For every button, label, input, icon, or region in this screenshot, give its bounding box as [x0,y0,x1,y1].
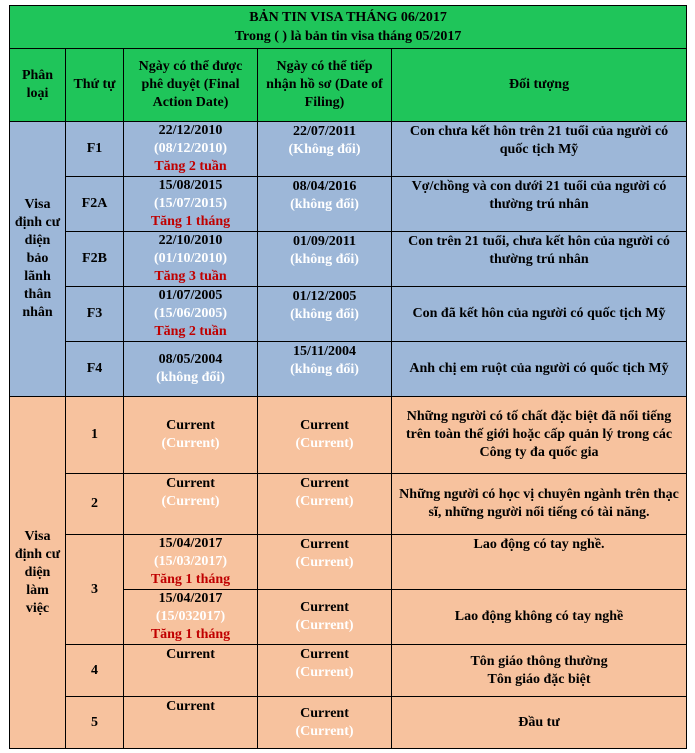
rank-cell: 1 [66,397,124,474]
header-final-action-date: Ngày có thể được phê duyệt (Final Action Date) [124,49,258,122]
final-action-date: 15/04/2017 [158,591,223,606]
previous-filing-date: (Current) [295,436,354,451]
final-action-date: 22/10/2010 [158,233,223,248]
bulletin-subtitle: Trong ( ) là bản tin visa tháng 05/2017 [234,29,462,44]
family-category: Visa định cư diện bảo lãnh thân nhân [10,122,66,397]
previous-filing-date: (Current) [295,618,354,633]
final-action-cell [124,342,258,397]
change-note: Tăng 1 tháng [150,572,231,587]
table-row [10,232,687,287]
final-action-date: 08/05/2004 [158,352,223,367]
previous-final-action-date: (15/032017) [155,609,226,624]
change-note: Tăng 3 tuần [154,269,227,284]
previous-filing-date: (không đổi) [290,362,359,377]
filing-cell [258,590,392,645]
rank-cell: 4 [66,645,124,697]
header-date-of-filing: Ngày có thể tiếp nhận hồ sơ (Date of Filing) [258,49,392,122]
title-row [10,6,687,49]
table-row [10,177,687,232]
previous-final-action-date: (Current) [161,436,220,451]
filing-cell [258,122,392,177]
filing-cell [258,397,392,474]
final-action-cell [124,232,258,287]
final-action-cell [124,474,258,535]
visa-bulletin-table [9,5,687,749]
final-action-cell [124,287,258,342]
change-note: Tăng 2 tuần [154,324,227,339]
filing-cell [258,342,392,397]
previous-filing-date: (Current) [295,665,354,680]
final-action-cell [124,535,258,590]
filing-cell [258,232,392,287]
filing-date: Current [300,476,349,491]
change-note: Tăng 2 tuần [154,159,227,174]
previous-filing-date: (không đổi) [290,252,359,267]
subject-line: Tôn giáo thông thường [470,653,608,669]
rank-cell: F2B [66,232,124,287]
title-cell [10,6,687,49]
rank-cell: F2A [66,177,124,232]
subject-cell: Con chưa kết hôn trên 21 tuổi của người có quốc tịch Mỹ [392,122,687,177]
change-note: Tăng 1 tháng [150,627,231,642]
final-action-date: Current [166,418,215,433]
filing-date: 08/04/2016 [292,179,357,194]
filing-cell [258,697,392,749]
previous-filing-date: (Current) [295,494,354,509]
filing-date: 22/07/2011 [292,124,356,139]
final-action-date: Current [166,647,215,662]
rank-cell: F3 [66,287,124,342]
previous-filing-date: (không đổi) [290,197,359,212]
previous-final-action-date: (15/03/2017) [153,554,228,569]
header-row [10,49,687,122]
final-action-date: Current [166,476,215,491]
subject-cell: Vợ/chồng và con dưới 21 tuổi của người có thường trú nhân [392,177,687,232]
filing-date: Current [300,600,349,615]
previous-final-action-date: (08/12/2010) [153,141,228,156]
filing-date: Current [300,418,349,433]
final-action-cell [124,645,258,697]
subject-cell [392,645,687,697]
final-action-date: 22/12/2010 [158,123,223,138]
subject-cell: Đầu tư [392,697,687,749]
subject-cell: Lao động không có tay nghề [392,590,687,645]
final-action-date: 15/08/2015 [158,178,223,193]
subject-cell: Những người có học vị chuyên ngành trên thạc sĩ, những người nổi tiếng có tài năng. [392,474,687,535]
table-row [10,535,687,590]
table-row [10,645,687,697]
filing-cell [258,287,392,342]
subject-cell: Anh chị em ruột của người có quốc tịch Mỹ [392,342,687,397]
final-action-cell [124,177,258,232]
employment-category: Visa định cư diện làm việc [10,397,66,749]
filing-date: Current [300,537,349,552]
previous-final-action-date: (Current) [161,494,220,509]
subject-cell: Con trên 21 tuổi, chưa kết hôn của người có thường trú nhân [392,232,687,287]
previous-filing-date: (Không đổi) [288,142,361,157]
filing-cell [258,645,392,697]
rank-cell: 5 [66,697,124,749]
final-action-date: 01/07/2005 [158,288,223,303]
filing-date: Current [300,705,349,721]
filing-date: 01/09/2011 [292,234,356,249]
filing-date: 15/11/2004 [292,344,356,359]
previous-filing-date: (không đổi) [290,307,359,322]
final-action-date: 15/04/2017 [158,536,223,551]
table-row [10,122,687,177]
change-note: Tăng 1 tháng [150,214,231,229]
filing-cell [258,474,392,535]
subject-cell: Những người có tố chất đặc biệt đã nổi tiếng trên toàn thế giới hoặc cấp quản lý trong các Công ty đa quốc gia [392,397,687,474]
final-action-cell [124,697,258,749]
header-rank: Thứ tự [66,49,124,122]
header-category: Phân loại [10,49,66,122]
previous-final-action-date: (15/06/2005) [153,306,228,321]
filing-cell [258,535,392,590]
subject-cell: Con đã kết hôn của người có quốc tịch Mỹ [392,287,687,342]
table-row [10,474,687,535]
previous-filing-date: (Current) [295,555,354,570]
table-row [10,287,687,342]
table-row [10,397,687,474]
rank-cell: 2 [66,474,124,535]
bulletin-title: BẢN TIN VISA THÁNG 06/2017 [249,10,447,25]
rank-cell: F4 [66,342,124,397]
final-action-cell [124,590,258,645]
final-action-date: Current [166,699,215,714]
previous-filing-date: (Current) [295,723,354,739]
filing-date: Current [300,647,349,662]
filing-date: 01/12/2005 [292,289,357,304]
table-row [10,342,687,397]
previous-final-action-date: (15/07/2015) [153,196,228,211]
previous-final-action-date: (01/10/2010) [153,251,228,266]
header-subject: Đối tượng [392,49,687,122]
subject-cell: Lao động có tay nghề. [392,535,687,590]
previous-final-action-date: (không đổi) [156,370,225,385]
filing-cell [258,177,392,232]
table-row [10,697,687,749]
rank-cell: F1 [66,122,124,177]
final-action-cell [124,122,258,177]
rank-cell: 3 [66,535,124,645]
subject-line: Tôn giáo đặc biệt [487,671,591,687]
final-action-cell [124,397,258,474]
